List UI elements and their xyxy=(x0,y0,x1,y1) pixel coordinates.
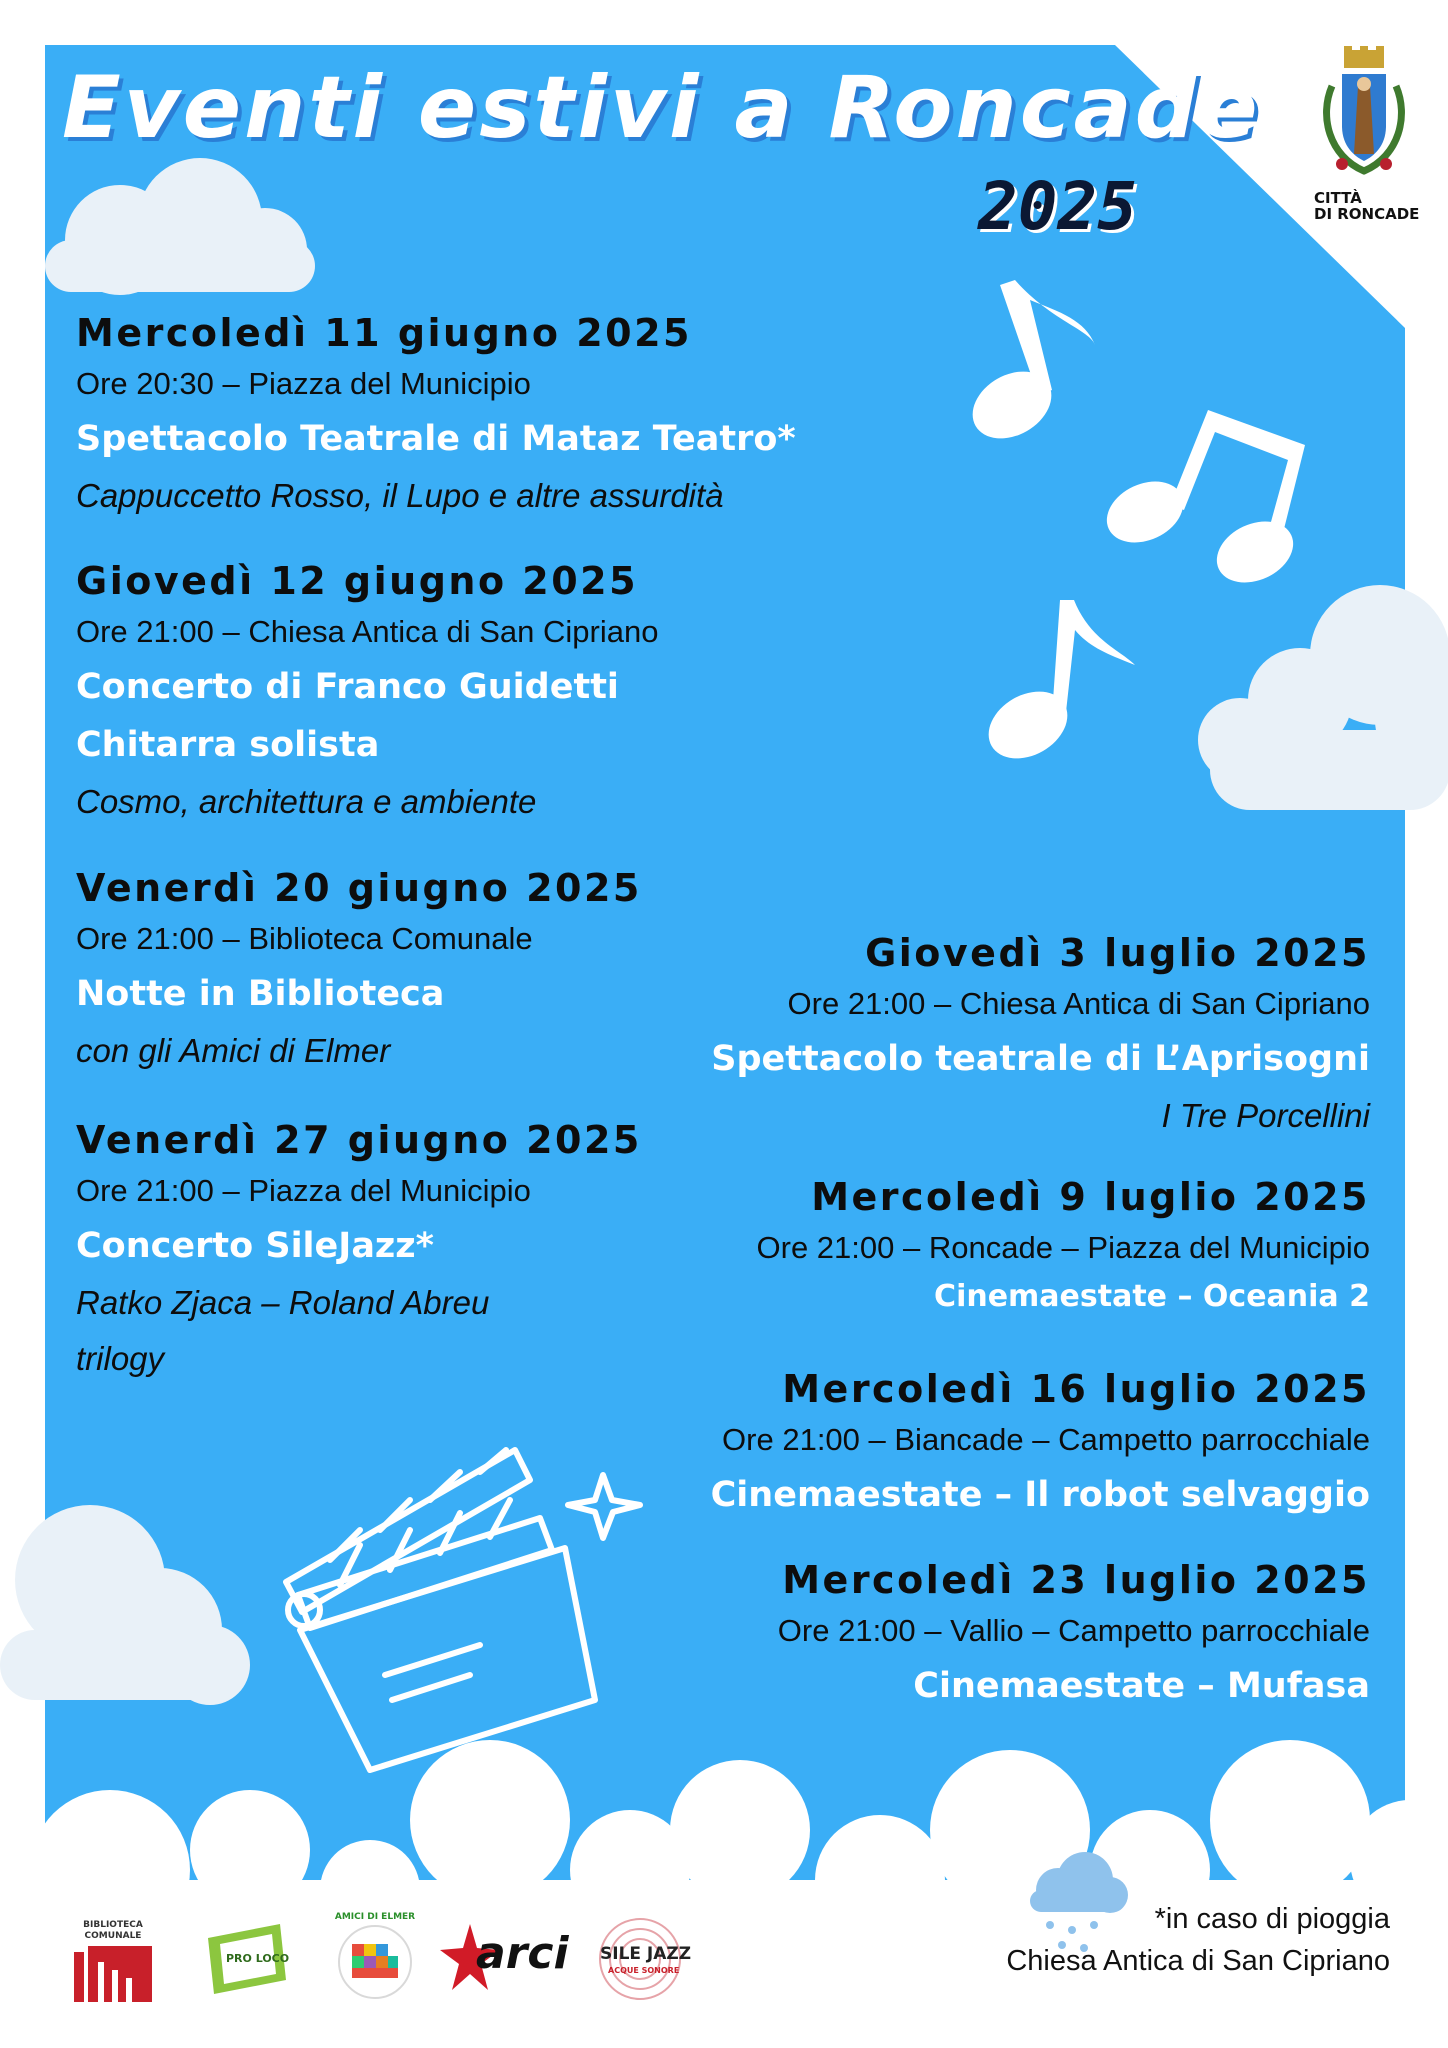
rain-note-line1: *in caso di pioggia xyxy=(1154,1903,1390,1935)
event-title: Notte in Biblioteca xyxy=(76,974,445,1014)
event-subtitle: Cappuccetto Rosso, il Lupo e altre assurdità xyxy=(76,477,724,514)
logo-amici-di-elmer xyxy=(330,1912,420,2004)
logo-biblioteca-label: BIBLIOTECA COMUNALE xyxy=(83,1920,143,1941)
event-title-line2: Chitarra solista xyxy=(76,725,380,765)
event-2025-06-11 xyxy=(76,308,796,524)
event-time: Ore 20:30 – Piazza del Municipio xyxy=(76,366,531,401)
event-2025-07-23 xyxy=(778,1555,1370,1715)
event-title: Spettacolo teatrale di L’Aprisogni xyxy=(711,1039,1370,1079)
sile-jazz-sublabel: ACQUE SONORE xyxy=(608,1966,680,1975)
event-date: Venerdì 27 giugno 2025 xyxy=(76,1118,642,1162)
event-2025-06-20 xyxy=(76,863,642,1079)
pro-loco-label: PRO LOCO xyxy=(226,1952,290,1965)
event-time: Ore 21:00 – Vallio – Campetto parrocchiale xyxy=(777,1613,1370,1648)
biblioteca-logo-icon xyxy=(68,1942,158,2004)
event-time: Ore 21:00 – Chiesa Antica di San Cipriano xyxy=(787,986,1370,1021)
event-2025-07-09 xyxy=(757,1172,1370,1320)
event-time: Ore 21:00 – Biblioteca Comunale xyxy=(76,921,533,956)
logo-arci xyxy=(440,1918,569,1998)
event-subtitle: I Tre Porcellini xyxy=(1161,1097,1370,1134)
event-title: Concerto di Franco Guidetti xyxy=(76,667,619,707)
event-time: Ore 21:00 – Chiesa Antica di San Cipriano xyxy=(76,614,659,649)
event-subtitle-line2: trilogy xyxy=(76,1340,165,1377)
rain-note-line2: Chiesa Antica di San Cipriano xyxy=(1006,1945,1390,1977)
crest-label-2: DI RONCADE xyxy=(1314,205,1420,223)
sile-jazz-label: SILE JAZZ xyxy=(600,1944,692,1964)
event-2025-06-12 xyxy=(76,556,658,830)
event-subtitle: Ratko Zjaca – Roland Abreu xyxy=(76,1284,490,1321)
event-title: Concerto SileJazz* xyxy=(76,1226,434,1266)
crest-label-1: CITTÀ xyxy=(1314,189,1362,207)
logo-sile-jazz xyxy=(580,1916,700,2002)
logo-pro-loco xyxy=(200,1918,290,1998)
event-date: Mercoledì 16 luglio 2025 xyxy=(782,1367,1370,1411)
year-label: 2025 xyxy=(978,168,1137,245)
event-subtitle: Cosmo, architettura e ambiente xyxy=(76,783,537,820)
page-title: Eventi estivi a Roncade xyxy=(62,58,1261,158)
event-time: Ore 21:00 – Roncade – Piazza del Municipio xyxy=(756,1230,1370,1265)
event-2025-07-03 xyxy=(711,928,1370,1144)
event-2025-07-16 xyxy=(711,1364,1370,1524)
event-title: Cinemaestate – Oceania 2 xyxy=(934,1279,1370,1314)
event-date: Mercoledì 9 luglio 2025 xyxy=(811,1175,1370,1219)
elmer-logo-icon xyxy=(330,1922,420,2002)
event-date: Mercoledì 23 luglio 2025 xyxy=(782,1558,1370,1602)
arci-label: arci xyxy=(476,1928,569,1979)
event-time: Ore 21:00 – Piazza del Municipio xyxy=(76,1173,531,1208)
event-subtitle: con gli Amici di Elmer xyxy=(76,1032,391,1069)
logo-biblioteca-comunale xyxy=(68,1920,158,1998)
elmer-label: AMICI DI ELMER xyxy=(334,1912,416,1922)
event-title: Cinemaestate – Mufasa xyxy=(913,1666,1370,1706)
event-2025-06-27 xyxy=(76,1115,642,1387)
event-date: Venerdì 20 giugno 2025 xyxy=(76,866,642,910)
city-crest xyxy=(1304,46,1424,222)
event-title: Spettacolo Teatrale di Mataz Teatro* xyxy=(76,419,796,459)
event-date: Giovedì 12 giugno 2025 xyxy=(76,559,639,603)
crest-icon xyxy=(1314,46,1414,186)
event-time: Ore 21:00 – Biancade – Campetto parrocchiale xyxy=(722,1422,1370,1457)
event-title: Cinemaestate – Il robot selvaggio xyxy=(710,1475,1370,1515)
rain-note xyxy=(1006,1898,1390,1982)
event-date: Giovedì 3 luglio 2025 xyxy=(865,931,1370,975)
event-date: Mercoledì 11 giugno 2025 xyxy=(76,311,692,355)
